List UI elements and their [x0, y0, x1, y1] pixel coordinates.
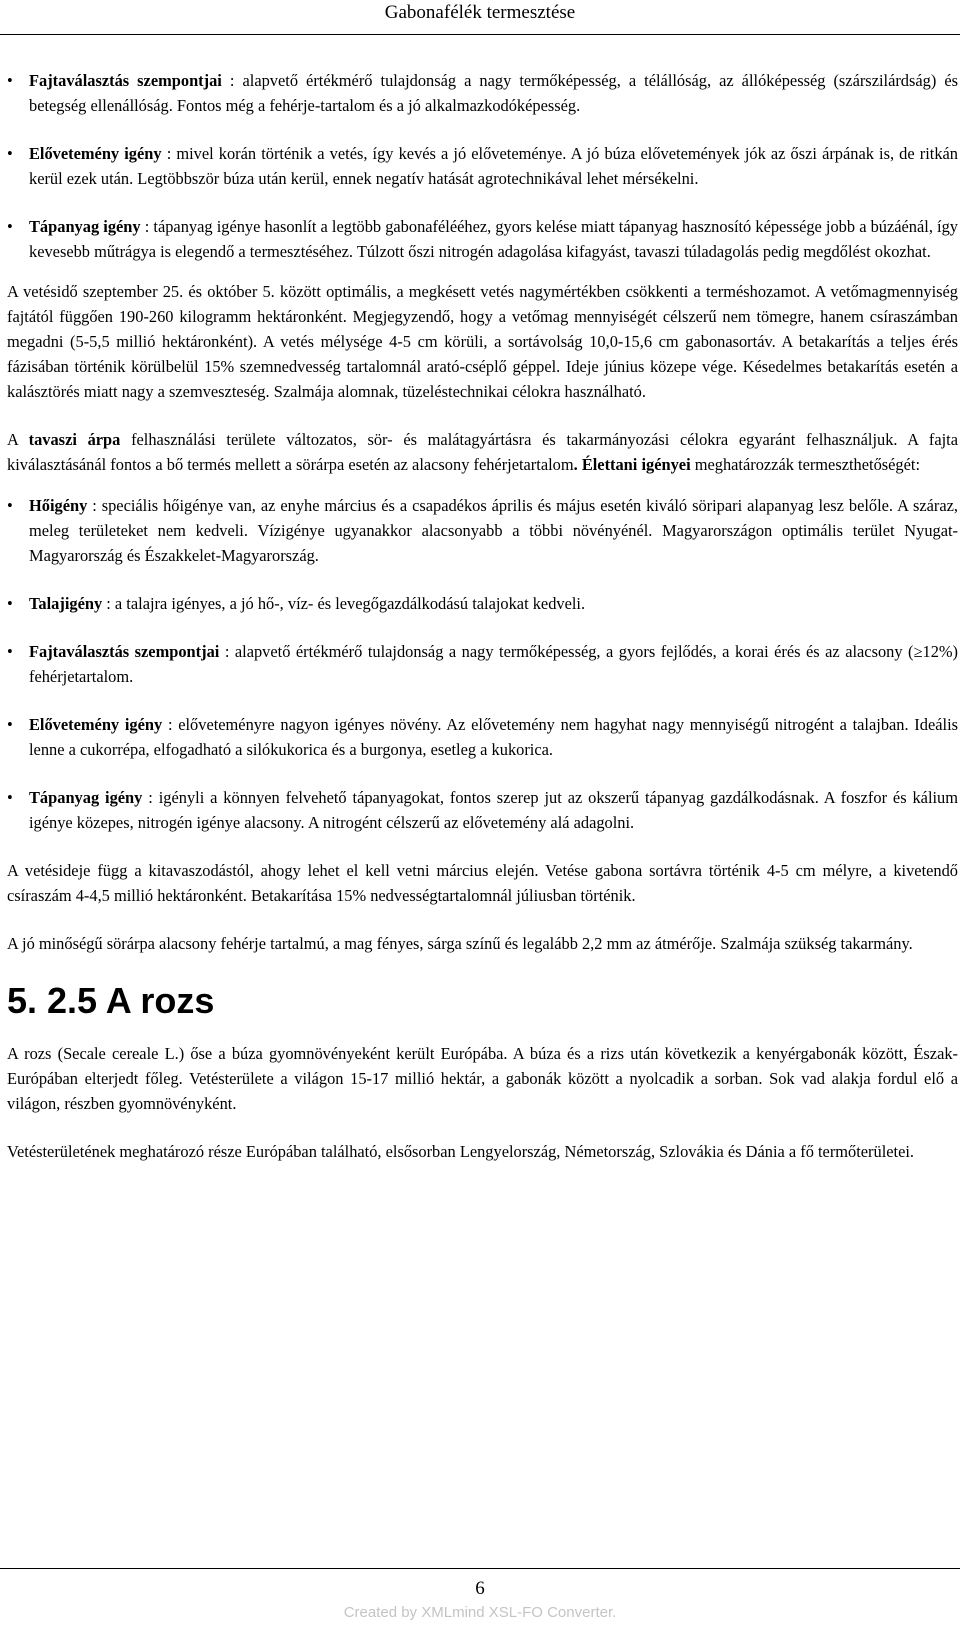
bullet-term: Elővetemény igény [29, 715, 163, 734]
bullet-text: : mivel korán történik a vetés, így kevés a jó előveteménye. A jó búza elővetemények jók az őszi árpának is, de ritkán kerül ezek után. Legtöbbször búza után kerül, ennek negatív hatását agrotechnikával lehet mérsékelni. [29, 144, 958, 188]
bullet-term: Talajigény [29, 594, 103, 613]
bullet-icon: • [7, 217, 13, 236]
term: . [573, 455, 578, 474]
page-number: 6 [475, 1578, 485, 1599]
paragraph: A rozs (Secale cereale L.) őse a búza gyomnövényeként került Európába. A búza és a rizs után következik a kenyérgabonák között, Észak-Európában elterjedt főleg. Vetésterülete a világon 15-17 millió hektár, a gabonák között a nyolcadik a sorban. Sok vad alakja fordul elő a világon, részben gyomnövényként. [7, 1044, 958, 1113]
bullet-text: : tápanyag igénye hasonlít a legtöbb gabonafélééhez, gyors kelése miatt tápanyag hasznosító képessége jobb a búzáénál, így kevesebb műtrágya is elegendő a termesztéséhez. Túlzott őszi nitrogén adagolása kifagyást, tavaszi túladagolás pedig megdőlést okozhat. [29, 217, 958, 261]
bullet-text: : alapvető értékmérő tulajdonság a nagy termőképesség, a gyors fejlődés, a korai érés és az alacsony (≥12%) fehérjetartalom. [29, 642, 958, 686]
list-item [7, 141, 958, 191]
bullet-term: Fajtaválasztás szempontjai [29, 71, 222, 90]
term: Élettani igényei [581, 455, 691, 474]
list-item [7, 785, 958, 835]
bullet-term: Hőigény [29, 496, 88, 515]
bullet-text: : alapvető értékmérő tulajdonság a nagy termőképesség, a télállóság, az állóképesség (szárszilárdság) és betegség ellenállóság. Fontos még a fehérje-tartalom és a jó alkalmazkodóképesség. [29, 71, 958, 115]
paragraph: A vetésidő szeptember 25. és október 5. között optimális, a megkésett vetés nagymértékben csökkenti a terméshozamot. A vetőmagmennyiség fajtától függően 190-260 kilogramm hektáronként. Megjegyzendő, hogy a vetőmag mennyiségét célszerű nem tömegre, hanem csíraszámban megadni (5-5,5 millió hektáronként). A vetés mélysége 4-5 cm körüli, a sortávolság 10,0-15,6 cm gabonasortáv. A betakarítás a teljes érés fázisában történik körülbelül 15% szemnedvesség tartalomnál arató-cséplő géppel. Ideje június közepe vége. Késedelmes betakarítás esetén a kalásztörés miatt nagy a szemveszteség. Szalmája alomnak, tüzeléstechnikai célokra használható. [7, 282, 958, 401]
list-item [7, 493, 958, 568]
page-header [0, 0, 960, 35]
bullet-icon: • [7, 594, 13, 613]
list-item [7, 214, 958, 264]
paragraph: Vetésterületének meghatározó része Európában található, elsősorban Lengyelország, Németország, Szlovákia és Dánia a fő termőterületei. [7, 1142, 915, 1161]
bullet-icon: • [7, 642, 13, 661]
converter-watermark: Created by XMLmind XSL-FO Converter. [343, 1604, 617, 1621]
bullet-text: : előveteményre nagyon igényes növény. Az elővetemény nem hagyhat nagy mennyiségű nitrogént a talajban. Ideális lenne a cukorrépa, elfogadható a silókukorica és a burgonya, esetleg a kukorica. [29, 715, 958, 759]
bullet-icon: • [7, 715, 13, 734]
paragraph: A jó minőségű sörárpa alacsony fehérje tartalmú, a mag fényes, sárga színű és legalább 2,2 mm az átmérője. Szalmája szükség takarmány. [7, 934, 913, 953]
bullet-term: Elővetemény igény [29, 144, 162, 163]
bullet-icon: • [7, 788, 13, 807]
bullet-text: : speciális hőigénye van, az enyhe március és a csapadékos április és május esetén kiváló söripari alapanyag lesz belőle. A száraz, meleg területeket nem kedveli. Vízigénye ugyanakkor alacsonyabb a többi növényénél. Magyarországon optimális terület Nyugat-Magyarország és Északkelet-Magyarország. [29, 496, 958, 565]
page-footer [0, 1568, 960, 1626]
list-item [7, 68, 958, 118]
bullet-term: Tápanyag igény [29, 788, 143, 807]
bullet-icon: • [7, 496, 13, 515]
bullet-icon: • [7, 71, 13, 90]
paragraph-text: A [7, 430, 18, 449]
term: tavaszi árpa [28, 430, 121, 449]
list-item [7, 712, 958, 762]
list-item [7, 639, 958, 689]
paragraph [7, 427, 958, 477]
bullet-text: : a talajra igényes, a jó hő-, víz- és levegőgazdálkodású talajokat kedveli. [106, 594, 586, 613]
bullet-icon: • [7, 144, 13, 163]
bullet-term: Fajtaválasztás szempontjai [29, 642, 220, 661]
section-heading: 5. 2.5 A rozs [7, 980, 215, 1021]
paragraph-text: meghatározzák termeszthetőségét: [694, 455, 920, 474]
document-body [7, 68, 958, 1187]
paragraph: A vetésideje függ a kitavaszodástól, ahogy lehet el kell vetni március elején. Vetése gabona sortávra történik 4-5 cm mélyre, a kivetendő csíraszám 4-4,5 millió hektáronként. Betakarítása 15% nedvességtartalomnál júliusban történik. [7, 861, 958, 905]
list-item [7, 591, 958, 616]
bullet-term: Tápanyag igény [29, 217, 141, 236]
running-title: Gabonafélék termesztése [384, 2, 576, 23]
paragraph-text: felhasználási területe változatos, sör- és malátagyártásra és takarmányozási célokra egyaránt felhasználjuk. A fajta kiválasztásánál fontos a bő termés mellett a sörárpa esetén az alacsony fehérjetartalom [7, 430, 959, 474]
bullet-text: : igényli a könnyen felvehető tápanyagokat, fontos szerep jut az okszerű tápanyag gazdálkodásnak. A foszfor és kálium igénye közepes, nitrogén igénye alacsony. A nitrogént célszerű az elővetemény alá adagolni. [29, 788, 959, 832]
